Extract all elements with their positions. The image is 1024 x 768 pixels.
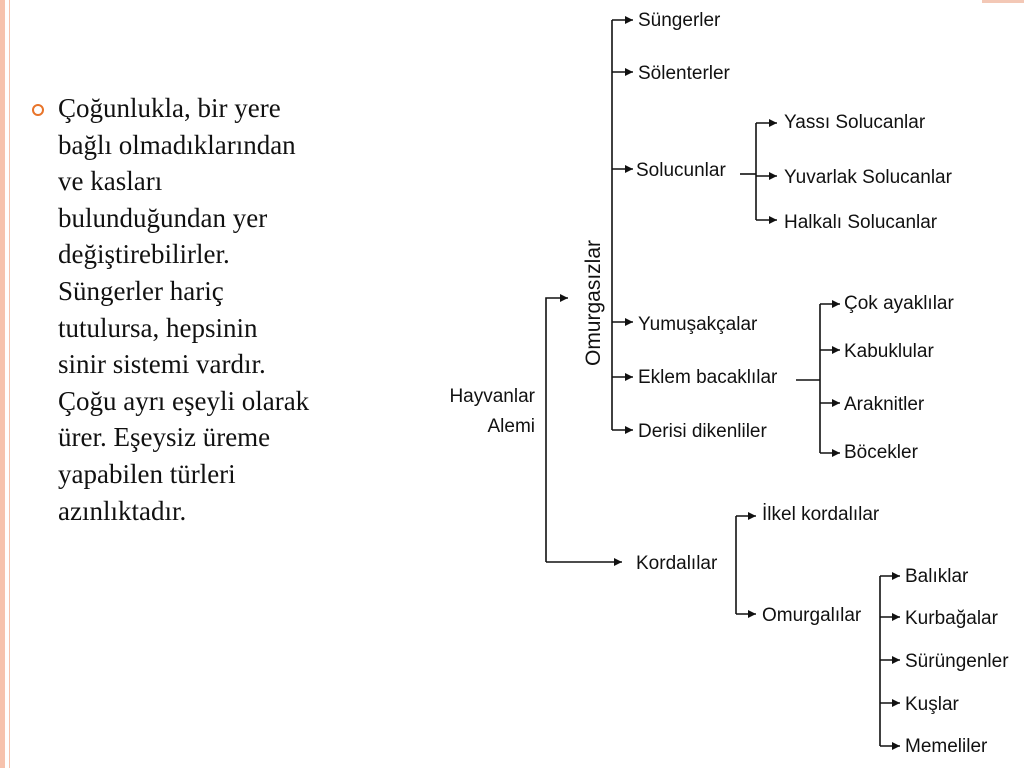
node-cok-ayaklilar: Çok ayaklılar [844,293,954,314]
root-label-line2: Alemi [487,416,535,437]
bullet-line: yapabilen türleri [58,458,236,489]
bullet-line: Çoğunlukla, bir yere [58,93,281,123]
node-kabuklular: Kabuklular [844,341,934,362]
node-kurbagalar: Kurbağalar [905,608,998,629]
node-yassi-solucanlar: Yassı Solucanlar [784,112,926,133]
bullet-line: tutulursa, hepsinin [58,312,258,343]
root-connector [546,298,568,562]
node-baliklar: Balıklar [905,566,969,587]
bullet-line: değiştirebilirler. [58,239,230,270]
bullet-line: azınlıktadır. [58,495,187,526]
node-derisi-dikenliler: Derisi dikenliler [638,421,767,442]
node-kuslar: Kuşlar [905,694,959,715]
node-solenterler: Sölenterler [638,63,730,84]
bullet-line: ve kasları [58,166,163,197]
node-memeliler: Memeliler [905,736,988,757]
node-halkali-solucanlar: Halkalı Solucanlar [784,212,938,233]
bullet-line: Çoğu ayrı eşeyli olarak [58,385,310,416]
node-solucunlar: Solucunlar [636,160,726,181]
node-yuvarlak-solucanlar: Yuvarlak Solucanlar [784,167,952,188]
node-yumusakcalar: Yumuşakçalar [638,314,758,335]
node-ilkel-kordalilar: İlkel kordalılar [762,504,880,525]
bullet-line: ürer. Eşeysiz üreme [58,422,271,453]
bullet-line: sinir sistemi vardır. [58,349,266,380]
node-sungerler: Süngerler [638,10,721,31]
bullet-line: bulunduğundan yer [58,202,268,233]
node-omurgalilar: Omurgalılar [762,605,862,626]
node-kordalilar: Kordalılar [636,553,718,574]
bullet-line: Süngerler hariç [58,275,224,306]
node-surungenler: Sürüngenler [905,651,1009,672]
node-araknitler: Araknitler [844,394,925,415]
bullet-line: bağlı olmadıklarından [58,129,296,160]
invertebrates-group-label: Omurgasızlar [582,239,605,367]
root-label-line1: Hayvanlar [449,386,535,407]
node-eklem-bacaklilar: Eklem bacaklılar [638,367,778,388]
node-bocekler: Böcekler [844,442,918,463]
